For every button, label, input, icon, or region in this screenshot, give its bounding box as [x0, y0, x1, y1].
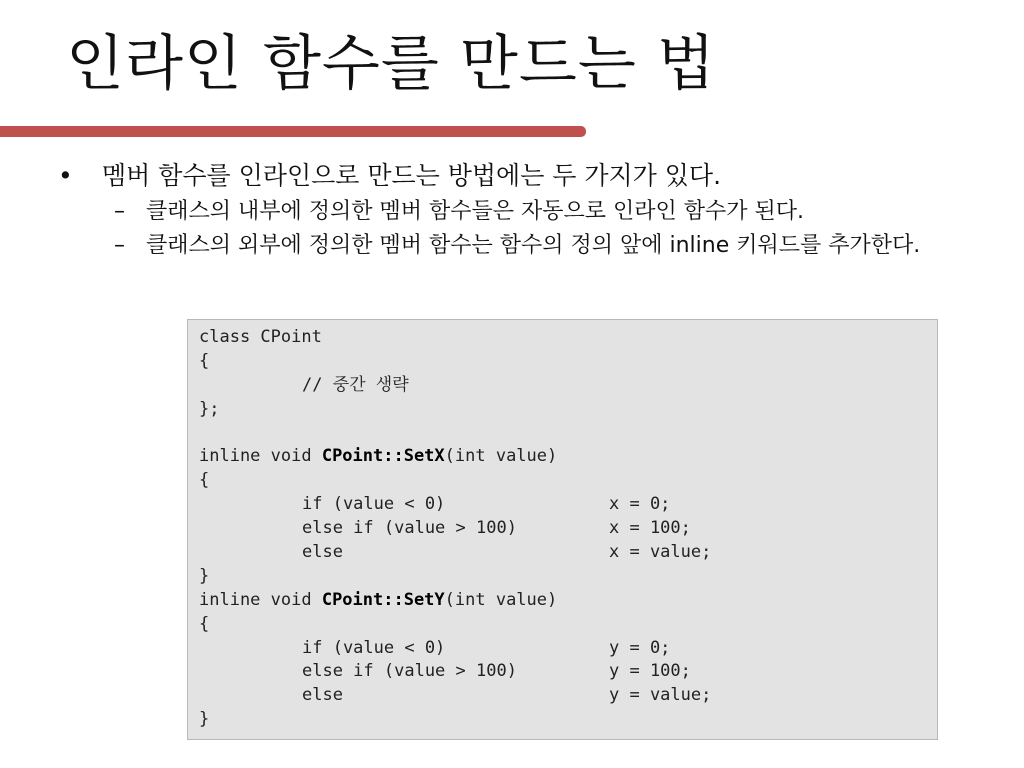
code-line — [199, 541, 926, 565]
code-statement: x = 100; — [609, 518, 691, 539]
code-condition: else — [302, 685, 343, 706]
code-statement: x = value; — [609, 542, 712, 563]
code-line — [199, 708, 926, 732]
code-line — [199, 684, 926, 708]
code-open-brace: { — [199, 470, 210, 491]
bullet-list — [58, 158, 978, 262]
code-close-brace: } — [199, 565, 210, 586]
sub-bullet-marker: – — [114, 199, 125, 224]
code-line — [199, 565, 926, 589]
code-class-decl: class CPoint — [199, 327, 322, 347]
code-condition: else — [302, 542, 343, 563]
code-indent — [199, 660, 302, 684]
sub-bullet-2-text: 클래스의 외부에 정의한 멤버 함수는 함수의 정의 앞에 inline 키워드를 추가한다. — [146, 233, 921, 258]
sub-bullet-2 — [114, 230, 978, 262]
bullet-main — [58, 158, 978, 194]
code-indent — [199, 493, 302, 517]
code-func-params: (int value) — [444, 446, 558, 467]
code-blank-line — [199, 422, 926, 446]
code-condition: if (value < 0) — [302, 637, 446, 658]
code-func-name: CPoint::SetY — [321, 589, 445, 610]
code-indent — [199, 684, 302, 708]
code-line — [199, 326, 926, 350]
code-block — [187, 319, 938, 740]
slide-title: 인라인 함수를 만드는 법 — [66, 29, 716, 99]
code-func-prefix: inline void — [199, 446, 322, 467]
code-indent — [199, 541, 302, 565]
code-line — [199, 660, 926, 684]
sub-bullet-marker: – — [114, 233, 125, 258]
code-line — [199, 469, 926, 493]
code-func-name: CPoint::SetX — [321, 446, 445, 467]
code-close-brace: } — [199, 709, 210, 730]
code-line — [199, 493, 926, 517]
code-open-brace: { — [199, 350, 210, 371]
code-line — [199, 445, 926, 469]
code-statement: y = value; — [609, 685, 712, 706]
code-func-prefix: inline void — [199, 589, 322, 610]
code-line — [199, 517, 926, 541]
code-comment: // 중간 생략 — [302, 374, 409, 395]
sub-bullet-1 — [114, 196, 978, 228]
code-condition: if (value < 0) — [302, 494, 446, 515]
code-indent — [199, 517, 302, 541]
code-statement: y = 100; — [609, 661, 691, 682]
code-line — [199, 613, 926, 637]
code-condition: else if (value > 100) — [302, 518, 517, 539]
bullet-marker: • — [58, 161, 73, 190]
sub-bullet-1-text: 클래스의 내부에 정의한 멤버 함수들은 자동으로 인라인 함수가 된다. — [146, 199, 804, 224]
code-class-close: }; — [199, 398, 220, 419]
title-underline — [0, 126, 586, 137]
code-line — [199, 637, 926, 661]
code-indent — [199, 637, 302, 661]
code-statement: y = 0; — [609, 637, 671, 658]
code-line — [199, 374, 926, 398]
code-func-params: (int value) — [444, 589, 558, 610]
code-line — [199, 398, 926, 422]
code-line — [199, 350, 926, 374]
code-condition: else if (value > 100) — [302, 661, 517, 682]
code-open-brace: { — [199, 613, 210, 634]
code-statement: x = 0; — [609, 494, 671, 515]
bullet-main-text: 멤버 함수를 인라인으로 만드는 방법에는 두 가지가 있다. — [102, 161, 722, 190]
code-line — [199, 589, 926, 613]
code-indent — [199, 374, 302, 398]
